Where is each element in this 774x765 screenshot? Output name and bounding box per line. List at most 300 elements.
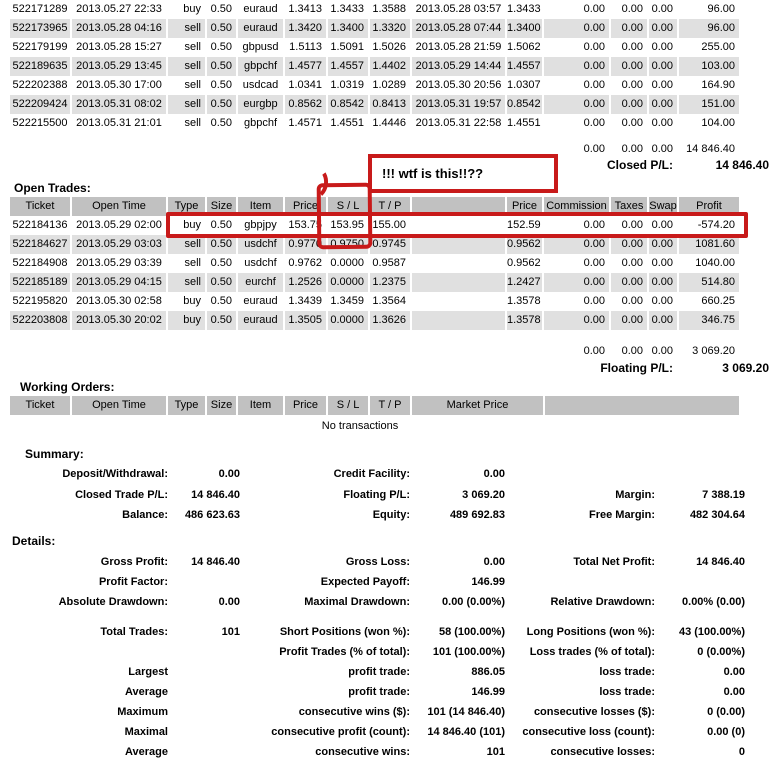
cell: 0.00 <box>544 254 611 273</box>
floating-pl-label: Floating P/L: <box>600 361 673 375</box>
highlight-open-row-box <box>166 212 748 238</box>
stat-label: consecutive loss (count): <box>522 726 655 738</box>
cell: 0.50 <box>207 0 238 19</box>
cell: 0.50 <box>207 114 238 133</box>
column-header <box>545 396 741 415</box>
closed-trade-row <box>0 0 774 19</box>
stat-row <box>0 575 774 590</box>
cell: 0.00 <box>611 19 649 38</box>
cell: 2013.05.31 22:58 <box>412 114 507 133</box>
open-trade-row <box>0 292 774 311</box>
cell: 2013.05.29 03:39 <box>72 254 168 273</box>
cell: buy <box>168 216 207 235</box>
stat-value: 14 846.40 <box>696 556 745 568</box>
no-transactions-text: No transactions <box>321 420 399 432</box>
working-orders-heading: Working Orders: <box>20 380 115 394</box>
cell: 2013.05.28 07:44 <box>412 19 507 38</box>
cell: 0.00 <box>544 140 611 159</box>
column-header: Type <box>168 197 207 216</box>
cell: 1.0341 <box>285 76 328 95</box>
column-header: Size <box>207 197 238 216</box>
cell: 0.00 <box>611 76 649 95</box>
open-trades-heading: Open Trades: <box>14 181 91 195</box>
cell: 522189635 <box>10 57 72 76</box>
stat-label: consecutive losses: <box>550 746 655 758</box>
column-header: Open Time <box>72 396 168 415</box>
cell <box>168 342 207 361</box>
stat-row <box>0 488 774 503</box>
cell: 1.2375 <box>370 273 412 292</box>
open-trade-row <box>0 254 774 273</box>
cell: 2013.05.31 21:01 <box>72 114 168 133</box>
stat-label: Margin: <box>615 489 655 501</box>
working-orders-header-row <box>0 396 774 415</box>
stat-label: Average <box>124 746 168 758</box>
cell: 0.00 <box>649 273 679 292</box>
stat-value: 0.00 <box>218 596 240 608</box>
cell: 164.90 <box>679 76 741 95</box>
cell: 0.8562 <box>285 95 328 114</box>
stat-row <box>0 745 774 760</box>
cell: 0.00 <box>649 292 679 311</box>
stat-value: 886.05 <box>471 666 505 678</box>
floating-pl-line <box>0 360 774 376</box>
cell: 1.5062 <box>507 38 544 57</box>
stat-value: 0.00 <box>218 468 240 480</box>
stat-label: consecutive wins: <box>315 746 410 758</box>
cell: 0.00 <box>544 76 611 95</box>
cell: 0.50 <box>207 38 238 57</box>
cell: 0.00 <box>649 0 679 19</box>
cell: 0.0000 <box>328 273 370 292</box>
cell: 1.4571 <box>285 114 328 133</box>
stat-label: Total Trades: <box>100 626 168 638</box>
stat-label: Long Positions (won %): <box>526 626 655 638</box>
cell: 1.3433 <box>507 0 544 19</box>
stat-label: consecutive losses ($): <box>533 706 655 718</box>
cell: sell <box>168 95 207 114</box>
cell: 0.00 <box>611 38 649 57</box>
stat-value: 3 069.20 <box>462 489 505 501</box>
cell: 0.9562 <box>507 254 544 273</box>
summary-heading: Summary: <box>25 447 84 461</box>
cell <box>285 342 328 361</box>
cell: usdchf <box>238 254 285 273</box>
stat-value: 0.00 <box>723 686 745 698</box>
stat-row <box>0 625 774 640</box>
cell: 96.00 <box>679 19 741 38</box>
stat-label: Maximal Drawdown: <box>304 596 410 608</box>
stat-label: Equity: <box>372 509 410 521</box>
cell: 2013.05.28 15:27 <box>72 38 168 57</box>
cell: 0.50 <box>207 57 238 76</box>
stat-label: loss trade: <box>599 686 655 698</box>
stat-value: 0.00% (0.00) <box>682 596 745 608</box>
cell: 1.4551 <box>507 114 544 133</box>
cell: 0.00 <box>649 254 679 273</box>
stat-value: 101 <box>221 626 240 638</box>
cell: 1.4557 <box>507 57 544 76</box>
stat-label: consecutive wins ($): <box>298 706 410 718</box>
stat-value: 0.00 <box>483 468 505 480</box>
annotation-text: !!! wtf is this!!?? <box>382 166 484 181</box>
stat-label: loss trade: <box>599 666 655 678</box>
stat-label: Profit Trades (% of total): <box>279 646 410 658</box>
cell: 2013.05.29 13:45 <box>72 57 168 76</box>
cell: sell <box>168 235 207 254</box>
cell: sell <box>168 273 207 292</box>
cell <box>412 292 507 311</box>
stat-label: Profit Factor: <box>98 576 168 588</box>
cell: 0.00 <box>649 311 679 330</box>
cell: 522215500 <box>10 114 72 133</box>
cell: 522202388 <box>10 76 72 95</box>
column-header: Market Price <box>412 396 545 415</box>
cell: buy <box>168 0 207 19</box>
stat-label: profit trade: <box>348 686 410 698</box>
cell: 522195820 <box>10 292 72 311</box>
cell: 1.5091 <box>328 38 370 57</box>
cell: 0.00 <box>611 57 649 76</box>
cell: 0.00 <box>649 140 679 159</box>
cell: 2013.05.29 04:15 <box>72 273 168 292</box>
cell <box>72 342 168 361</box>
cell: euraud <box>238 292 285 311</box>
cell <box>10 342 72 361</box>
cell: gbpusd <box>238 38 285 57</box>
cell: 346.75 <box>679 311 741 330</box>
cell: 2013.05.30 20:02 <box>72 311 168 330</box>
floating-pl-value: 3 069.20 <box>722 361 769 375</box>
cell: 1.3578 <box>507 292 544 311</box>
cell <box>238 342 285 361</box>
cell: 0.50 <box>207 292 238 311</box>
cell: 1040.00 <box>679 254 741 273</box>
cell: 3 069.20 <box>679 342 741 361</box>
cell: 522184136 <box>10 216 72 235</box>
cell: sell <box>168 19 207 38</box>
cell: 0.00 <box>611 114 649 133</box>
stat-label: Short Positions (won %): <box>279 626 410 638</box>
cell: 0.00 <box>611 140 649 159</box>
stat-value: 0 (0.00%) <box>697 646 745 658</box>
stat-row <box>0 595 774 610</box>
cell: 0.00 <box>544 114 611 133</box>
stat-label: Credit Facility: <box>333 468 410 480</box>
cell: 255.00 <box>679 38 741 57</box>
stat-label: Deposit/Withdrawal: <box>62 468 168 480</box>
cell: 1.0289 <box>370 76 412 95</box>
stat-value: 0.00 <box>723 666 745 678</box>
stat-value: 101 <box>486 746 505 758</box>
cell: 2013.05.27 22:33 <box>72 0 168 19</box>
cell: euraud <box>238 0 285 19</box>
cell: 0.8413 <box>370 95 412 114</box>
cell: 0.0000 <box>328 311 370 330</box>
stat-label: Average <box>124 686 168 698</box>
stat-value: 14 846.40 <box>191 489 240 501</box>
cell: 522185189 <box>10 273 72 292</box>
cell <box>507 342 544 361</box>
column-header: T / P <box>370 396 412 415</box>
stat-label: Absolute Drawdown: <box>58 596 168 608</box>
closed-pl-value: 14 846.40 <box>715 158 769 172</box>
cell: 2013.05.31 19:57 <box>412 95 507 114</box>
cell: 522173965 <box>10 19 72 38</box>
column-header: Commission <box>544 197 611 216</box>
stat-row <box>0 665 774 680</box>
cell: 1.3433 <box>328 0 370 19</box>
cell: 1.0307 <box>507 76 544 95</box>
cell: 1.2427 <box>507 273 544 292</box>
stat-value: 14 846.40 <box>191 556 240 568</box>
stat-value: 0 (0.00) <box>707 706 745 718</box>
cell: 1.3459 <box>328 292 370 311</box>
cell: 2013.05.30 02:58 <box>72 292 168 311</box>
stat-value: 7 388.19 <box>702 489 745 501</box>
cell: 0.50 <box>207 216 238 235</box>
cell: 1.2526 <box>285 273 328 292</box>
column-header: Size <box>207 396 238 415</box>
cell <box>328 342 370 361</box>
closed-pl-label: Closed P/L: <box>606 158 673 172</box>
stat-value: 489 692.83 <box>449 509 505 521</box>
cell: buy <box>168 292 207 311</box>
column-header: Type <box>168 396 207 415</box>
stat-label: Largest <box>128 666 168 678</box>
cell <box>370 342 412 361</box>
cell: 522184627 <box>10 235 72 254</box>
cell: 0.00 <box>544 0 611 19</box>
stat-value: 0.00 (0) <box>707 726 745 738</box>
cell: 0.00 <box>611 342 649 361</box>
stat-row <box>0 705 774 720</box>
stat-row <box>0 645 774 660</box>
cell: buy <box>168 311 207 330</box>
cell: 1.4446 <box>370 114 412 133</box>
cell: 0.00 <box>544 38 611 57</box>
cell: 0.00 <box>544 57 611 76</box>
open-totals-row <box>0 342 774 361</box>
stat-label: Free Margin: <box>588 509 655 521</box>
cell: 1.3400 <box>328 19 370 38</box>
cell: 151.00 <box>679 95 741 114</box>
cell: 0.00 <box>649 76 679 95</box>
closed-trade-row <box>0 38 774 57</box>
cell: sell <box>168 114 207 133</box>
column-header: T / P <box>370 197 412 216</box>
cell: 0.50 <box>207 235 238 254</box>
cell: 522209424 <box>10 95 72 114</box>
cell: 0.9587 <box>370 254 412 273</box>
cell: 14 846.40 <box>679 140 741 159</box>
cell: 522179199 <box>10 38 72 57</box>
cell: 0.00 <box>611 216 649 235</box>
cell <box>412 342 507 361</box>
cell: 103.00 <box>679 57 741 76</box>
cell: 0.50 <box>207 273 238 292</box>
cell: -574.20 <box>679 216 741 235</box>
cell <box>207 342 238 361</box>
cell: usdcad <box>238 76 285 95</box>
stat-label: profit trade: <box>348 666 410 678</box>
cell: 96.00 <box>679 0 741 19</box>
stat-row <box>0 725 774 740</box>
cell: 153.75 <box>285 216 328 235</box>
cell: 0.00 <box>611 254 649 273</box>
cell: 0.00 <box>544 235 611 254</box>
cell: 1.3564 <box>370 292 412 311</box>
cell: 522171289 <box>10 0 72 19</box>
cell: gbpchf <box>238 57 285 76</box>
cell: 1.4557 <box>328 57 370 76</box>
closed-trade-row <box>0 114 774 133</box>
open-trade-row <box>0 273 774 292</box>
column-header: Open Time <box>72 197 168 216</box>
closed-trade-row <box>0 57 774 76</box>
closed-trade-row <box>0 76 774 95</box>
stat-label: Maximum <box>117 706 168 718</box>
stat-value: 0 <box>738 746 745 758</box>
stat-label: Gross Loss: <box>345 556 410 568</box>
stat-value: 146.99 <box>471 576 505 588</box>
annotation-callout <box>368 154 558 193</box>
cell: 0.00 <box>649 114 679 133</box>
cell: 0.9750 <box>328 235 370 254</box>
cell: 0.00 <box>649 38 679 57</box>
column-header: S / L <box>328 197 370 216</box>
stat-label: Relative Drawdown: <box>550 596 655 608</box>
cell: 1.5026 <box>370 38 412 57</box>
stat-value: 0.00 (0.00%) <box>442 596 505 608</box>
details-heading: Details: <box>12 534 56 548</box>
column-header: Item <box>238 396 285 415</box>
stat-row <box>0 685 774 700</box>
column-header: Price <box>507 197 544 216</box>
cell: eurchf <box>238 273 285 292</box>
stat-label: Balance: <box>122 509 168 521</box>
cell: 2013.05.29 03:03 <box>72 235 168 254</box>
cell: 2013.05.28 03:57 <box>412 0 507 19</box>
cell: 1.3413 <box>285 0 328 19</box>
cell: 0.50 <box>207 76 238 95</box>
cell: 1.3505 <box>285 311 328 330</box>
cell: 0.00 <box>611 95 649 114</box>
closed-trade-row <box>0 95 774 114</box>
cell: 0.00 <box>544 95 611 114</box>
cell: 0.00 <box>544 292 611 311</box>
cell: 0.50 <box>207 311 238 330</box>
stat-label: consecutive profit (count): <box>271 726 410 738</box>
cell: 2013.05.30 20:56 <box>412 76 507 95</box>
column-header: Ticket <box>10 396 72 415</box>
cell: 0.9770 <box>285 235 328 254</box>
cell: 0.9762 <box>285 254 328 273</box>
open-trade-row <box>0 311 774 330</box>
cell: 0.50 <box>207 19 238 38</box>
cell: 1.3588 <box>370 0 412 19</box>
stat-value: 43 (100.00%) <box>678 626 745 638</box>
stat-label: Gross Profit: <box>100 556 168 568</box>
cell: 0.8542 <box>507 95 544 114</box>
column-header: Price <box>285 396 328 415</box>
cell: 1081.60 <box>679 235 741 254</box>
cell: 660.25 <box>679 292 741 311</box>
cell: gbpjpy <box>238 216 285 235</box>
cell: 0.00 <box>649 95 679 114</box>
stat-value: 101 (100.00%) <box>432 646 505 658</box>
stat-label: Total Net Profit: <box>573 556 655 568</box>
stat-label: Expected Payoff: <box>320 576 410 588</box>
column-header: Swap <box>649 197 679 216</box>
cell: 0.9745 <box>370 235 412 254</box>
stat-value: 14 846.40 (101) <box>427 726 505 738</box>
cell: eurgbp <box>238 95 285 114</box>
cell: 1.4577 <box>285 57 328 76</box>
closed-trade-row <box>0 19 774 38</box>
cell: 0.00 <box>544 216 611 235</box>
cell: sell <box>168 76 207 95</box>
cell: 0.50 <box>207 95 238 114</box>
cell: 2013.05.28 21:59 <box>412 38 507 57</box>
cell: 0.00 <box>611 235 649 254</box>
cell: 2013.05.30 17:00 <box>72 76 168 95</box>
stat-row <box>0 555 774 570</box>
cell: 0.00 <box>544 342 611 361</box>
stat-value: 486 623.63 <box>184 509 240 521</box>
cell: 0.00 <box>649 342 679 361</box>
cell <box>412 311 507 330</box>
cell: usdchf <box>238 235 285 254</box>
column-header: Item <box>238 197 285 216</box>
column-header: Ticket <box>10 197 72 216</box>
cell: 0.00 <box>649 216 679 235</box>
stat-value: 146.99 <box>471 686 505 698</box>
cell: 1.3400 <box>507 19 544 38</box>
cell: sell <box>168 57 207 76</box>
stat-row <box>0 467 774 482</box>
cell: 1.5113 <box>285 38 328 57</box>
stat-label: Maximal <box>124 726 168 738</box>
cell: 0.00 <box>649 19 679 38</box>
cell: 1.3420 <box>285 19 328 38</box>
cell: gbpchf <box>238 114 285 133</box>
cell: 2013.05.29 14:44 <box>412 57 507 76</box>
cell: 1.3320 <box>370 19 412 38</box>
cell: 0.00 <box>611 292 649 311</box>
cell: 104.00 <box>679 114 741 133</box>
cell: sell <box>168 38 207 57</box>
cell: sell <box>168 254 207 273</box>
cell: 0.00 <box>544 273 611 292</box>
stat-value: 101 (14 846.40) <box>427 706 505 718</box>
cell: 0.00 <box>544 19 611 38</box>
cell: 522184908 <box>10 254 72 273</box>
cell: 1.0319 <box>328 76 370 95</box>
cell: 1.3439 <box>285 292 328 311</box>
cell: 0.00 <box>544 311 611 330</box>
cell: 0.00 <box>611 0 649 19</box>
cell: 1.3578 <box>507 311 544 330</box>
cell: 514.80 <box>679 273 741 292</box>
cell: 152.59 <box>507 216 544 235</box>
cell: 0.8542 <box>328 95 370 114</box>
column-header: Taxes <box>611 197 649 216</box>
cell: 153.95 <box>328 216 370 235</box>
column-header: S / L <box>328 396 370 415</box>
cell: 0.9562 <box>507 235 544 254</box>
stat-value: 482 304.64 <box>689 509 745 521</box>
